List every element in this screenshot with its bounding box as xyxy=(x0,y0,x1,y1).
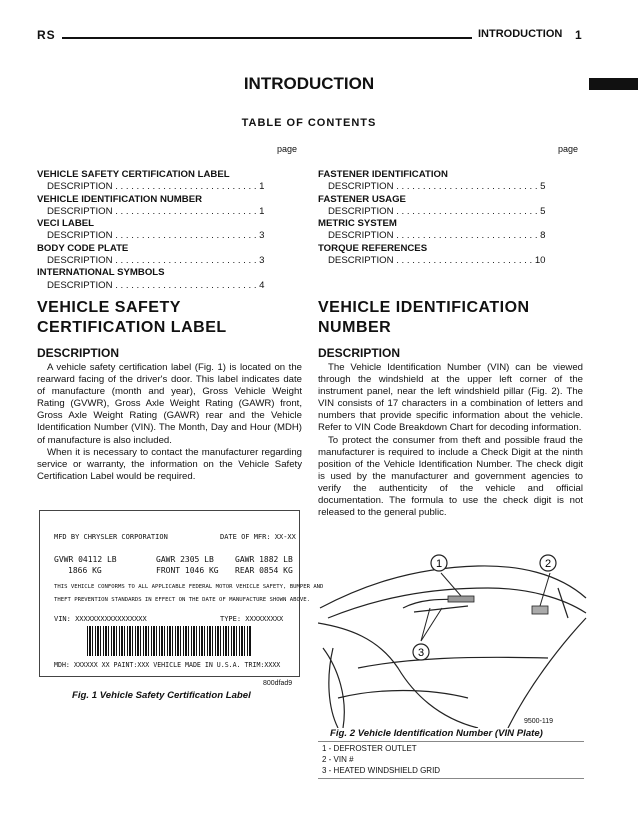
label-front-kg: FRONT 1046 KG xyxy=(156,566,219,575)
subsection-description: DESCRIPTION xyxy=(37,346,120,360)
subsection-description: DESCRIPTION xyxy=(318,346,401,360)
toc-heading: VEHICLE IDENTIFICATION NUMBER xyxy=(37,193,203,205)
toc-entry[interactable]: DESCRIPTION . . . . . . . . . . . . . . . . . . . . . . . . . . . 1 xyxy=(47,205,265,217)
label-gawr-front: GAWR 2305 LB xyxy=(156,555,214,564)
label-type: TYPE: XXXXXXXXX xyxy=(220,615,284,623)
label-conformance-line: THIS VEHICLE CONFORMS TO ALL APPLICABLE FEDERAL MOTOR VEHICLE SAFETY, BUMPER AND xyxy=(54,584,324,590)
toc-entry[interactable]: DESCRIPTION . . . . . . . . . . . . . . . . . . . . . . . . . . . 8 xyxy=(328,230,546,242)
legend-item: 1 - DEFROSTER OUTLET xyxy=(322,744,417,753)
label-vin: VIN: XXXXXXXXXXXXXXXXX xyxy=(54,615,147,623)
paragraph: The Vehicle Identification Number (VIN) can be viewed through the windshield at the upper left corner of the instrument panel, near the left windshield pillar (Fig. 2). The VIN consists of 17 characters in a combination of letters and numbers that provide specific information about the vehicle. Refer to VIN Code Breakdown Chart for decoding information. xyxy=(318,362,583,434)
vin-plate-graphic xyxy=(532,606,548,614)
toc-title: TABLE OF CONTENTS xyxy=(241,117,377,129)
legend-divider xyxy=(318,778,584,779)
section-title-safety-label xyxy=(37,298,302,338)
section-title-vin xyxy=(318,298,588,338)
toc-entry[interactable]: DESCRIPTION . . . . . . . . . . . . . . . . . . . . . . . . . . . 5 xyxy=(328,181,546,193)
callout-1 xyxy=(431,555,447,571)
toc-left-column xyxy=(37,169,302,292)
label-conformance-line: THEFT PREVENTION STANDARDS IN EFFECT ON THE DATE OF MANUFACTURE SHOWN ABOVE. xyxy=(54,597,310,603)
legend-item: 2 - VIN # xyxy=(322,755,354,764)
label-rear-kg: REAR 0854 KG xyxy=(235,566,293,575)
toc-heading: FASTENER IDENTIFICATION xyxy=(318,169,448,180)
toc-heading: VEHICLE SAFETY CERTIFICATION LABEL xyxy=(37,169,230,180)
label-date: DATE OF MFR: XX-XX xyxy=(220,533,296,541)
toc-entry[interactable]: DESCRIPTION . . . . . . . . . . . . . . . . . . . . . . . . . . . 4 xyxy=(47,279,265,291)
callout-number: 3 xyxy=(417,647,425,659)
toc-heading: VECI LABEL xyxy=(37,218,95,230)
figure-2-caption: Fig. 2 Vehicle Identification Number (VIN Plate) xyxy=(330,728,543,739)
label-mfd: MFD BY CHRYSLER CORPORATION xyxy=(54,533,168,541)
toc-entry[interactable]: DESCRIPTION . . . . . . . . . . . . . . . . . . . . . . . . . . . 1 xyxy=(47,181,265,193)
callout-number: 1 xyxy=(435,558,443,570)
callout-2 xyxy=(540,555,556,571)
body-text-left xyxy=(37,362,302,483)
header-section-title: INTRODUCTION xyxy=(478,28,563,40)
figure-code: 9500-119 xyxy=(524,718,554,725)
toc-entry[interactable]: DESCRIPTION . . . . . . . . . . . . . . . . . . . . . . . . . . . 3 xyxy=(47,230,265,242)
defroster-outlet-graphic xyxy=(448,596,474,602)
certification-label-figure xyxy=(39,510,324,677)
toc-heading: INTERNATIONAL SYMBOLS xyxy=(37,267,165,279)
section-title-line: CERTIFICATION LABEL xyxy=(37,319,227,336)
toc-heading: METRIC SYSTEM xyxy=(318,218,397,230)
body-text-right xyxy=(318,362,583,519)
label-gvwr: GVWR 04112 LB xyxy=(54,555,117,564)
figure-2-legend xyxy=(322,743,440,776)
paragraph: When it is necessary to contact the manufacturer regarding service or warranty, the information on the Vehicle Safety Certification Label would be required. xyxy=(37,446,302,482)
paragraph: A vehicle safety certification label (Fig. 1) is located on the rearward facing of the driver's door. This label indicates date of manufacture (month and year), Gross Vehicle Weight Rating (GVWR), Gross Axle Weight Rating (GAWR) front, Gross Axle Weight Rating (GAWR) rear and the Vehicle Identification Number (VIN). The Month, Day and Hour (MDH) of manufacture is also included. xyxy=(37,362,302,446)
header-rule xyxy=(62,37,472,39)
section-title-line: NUMBER xyxy=(318,319,392,336)
section-title-line: VEHICLE IDENTIFICATION xyxy=(318,299,530,316)
toc-right-column xyxy=(318,169,588,267)
paragraph: To protect the consumer from theft and possible fraud the manufacturer is required to include a Check Digit at the ninth position of the Vehicle Identification Number. The check digit is used by the manufacturer and government agencies to verify the authenticity of the vehicle and official documentation. The formula to use the check digit is not released to the general public. xyxy=(318,434,583,519)
label-mdh: MDH: XXXXXX XX PAINT:XXX VEHICLE MADE IN U.S.A. TRIM:XXXX xyxy=(54,661,281,669)
vin-plate-location-illustration xyxy=(318,548,588,728)
callout-3 xyxy=(413,644,429,660)
section-title-line: VEHICLE SAFETY xyxy=(37,299,181,316)
label-gvwr-kg: 1866 KG xyxy=(68,566,102,575)
figure-1-caption: Fig. 1 Vehicle Safety Certification Label xyxy=(72,690,251,701)
toc-entry[interactable]: DESCRIPTION . . . . . . . . . . . . . . . . . . . . . . . . . . . 5 xyxy=(328,205,546,217)
legend-divider xyxy=(318,741,584,742)
callout-number: 2 xyxy=(544,558,552,570)
toc-heading: BODY CODE PLATE xyxy=(37,242,129,254)
label-gawr-rear: GAWR 1882 LB xyxy=(235,555,293,564)
header-page-number: 1 xyxy=(575,28,582,42)
toc-page-label-right: page xyxy=(558,144,579,154)
toc-page-label-left: page xyxy=(277,144,298,154)
page-title: INTRODUCTION xyxy=(243,74,375,93)
toc-entry[interactable]: DESCRIPTION . . . . . . . . . . . . . . . . . . . . . . . . . . 10 xyxy=(328,255,546,267)
legend-item: 3 - HEATED WINDSHIELD GRID xyxy=(322,766,441,775)
toc-heading: FASTENER USAGE xyxy=(318,193,406,205)
barcode-image xyxy=(87,626,252,656)
toc-entry[interactable]: DESCRIPTION . . . . . . . . . . . . . . . . . . . . . . . . . . . 3 xyxy=(47,255,265,267)
toc-heading: TORQUE REFERENCES xyxy=(318,242,428,254)
figure-code: 800dfad9 xyxy=(263,680,293,687)
header-section-code: RS xyxy=(37,28,56,42)
